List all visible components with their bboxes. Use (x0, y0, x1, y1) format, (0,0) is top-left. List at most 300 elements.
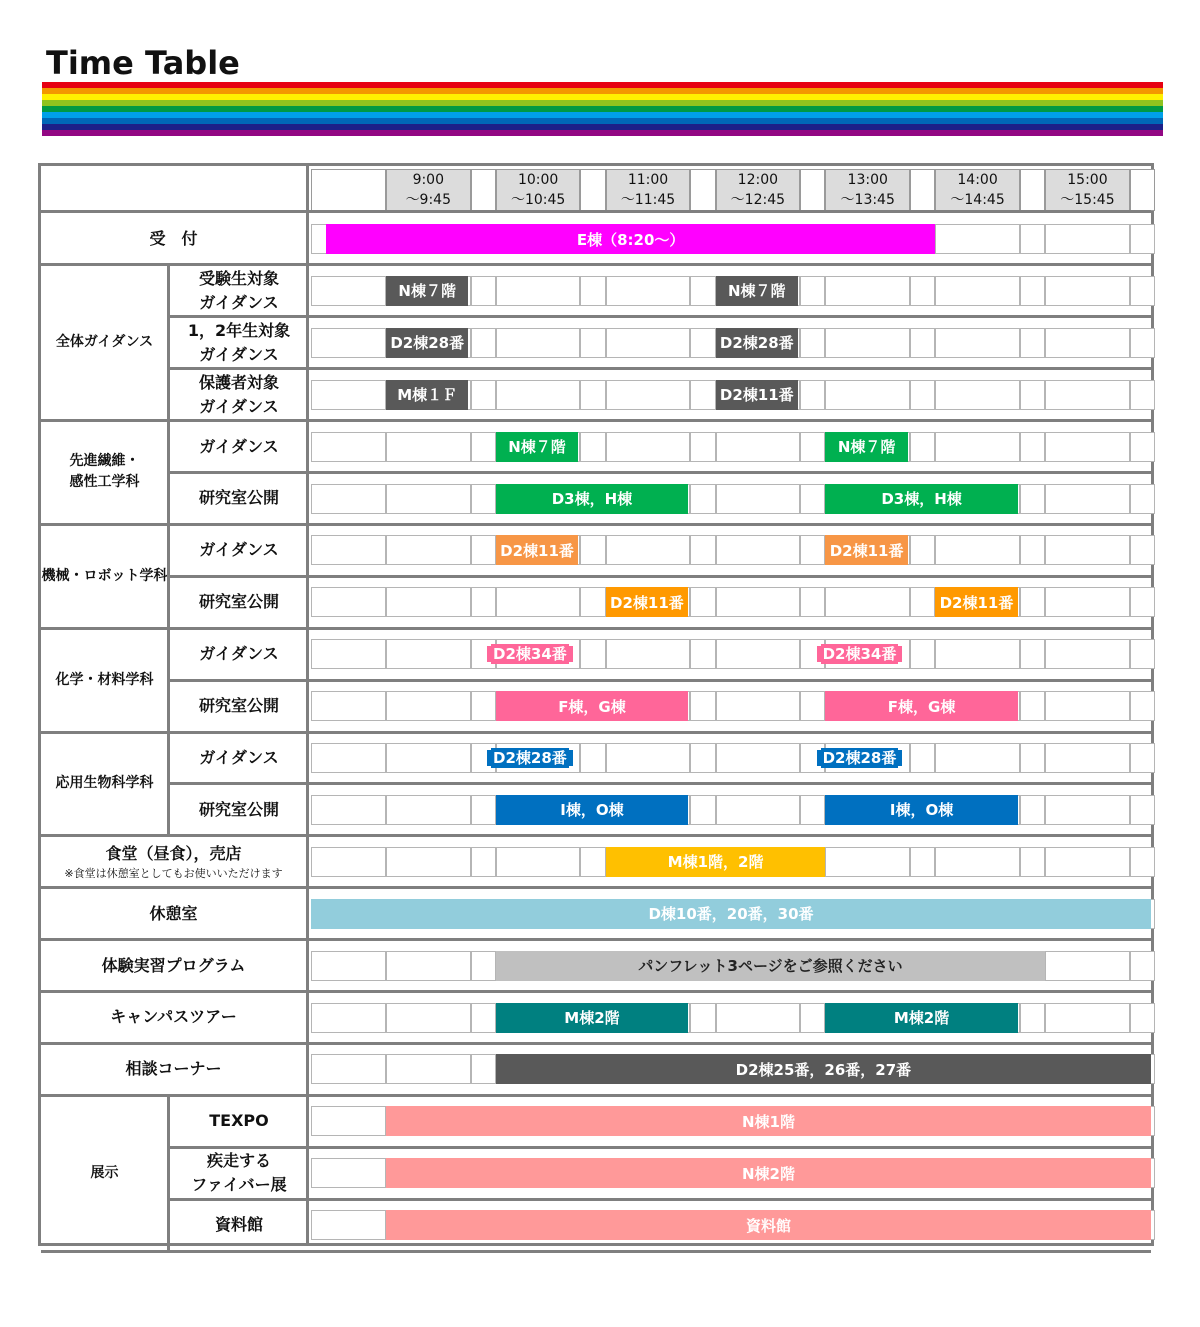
event-label: F棟，G棟 (887, 697, 956, 716)
sub-row-label-text: 資料館 (214, 1215, 263, 1235)
time-cell (311, 1003, 386, 1033)
section-label-text: 化学・材料学科 (55, 671, 154, 688)
time-cell (311, 691, 386, 721)
time-cell (311, 484, 386, 514)
time-cell (386, 1054, 471, 1084)
time-cell (716, 587, 801, 617)
time-cell (1020, 328, 1045, 358)
time-cell (1130, 380, 1155, 410)
sub-row-label-text: ガイダンス (199, 436, 279, 456)
section-label (41, 628, 168, 732)
time-cell (1130, 847, 1155, 877)
sub-row-label (170, 784, 308, 836)
time-cell (311, 1210, 386, 1240)
event-label: 資料館 (745, 1216, 791, 1235)
event-band[interactable] (496, 691, 688, 721)
time-slot-gap (800, 169, 825, 211)
time-cell (1130, 535, 1155, 565)
time-cell (1020, 224, 1045, 254)
event-band[interactable] (716, 380, 798, 410)
time-cell (910, 847, 935, 877)
page-title: Time Table (46, 44, 240, 82)
time-slot-header (386, 169, 471, 211)
event-band[interactable] (817, 750, 903, 766)
time-cell (311, 380, 386, 410)
event-band[interactable] (496, 1003, 688, 1033)
event-band[interactable] (825, 432, 907, 462)
time-slot-gap (1130, 169, 1155, 211)
time-cell (800, 484, 825, 514)
event-label: D2棟28番 (493, 749, 567, 767)
row-divider (168, 782, 1151, 785)
time-cell (690, 639, 715, 669)
section-label (41, 940, 306, 992)
time-cell (690, 380, 715, 410)
time-cell (716, 743, 801, 773)
time-slot-header (935, 169, 1020, 211)
time-cell (606, 276, 691, 306)
time-cell (311, 795, 386, 825)
event-band[interactable] (386, 1106, 1151, 1136)
event-label: D3棟，H棟 (881, 490, 962, 508)
time-cell (1045, 432, 1130, 462)
time-cell (471, 691, 496, 721)
sub-row-label-text: ガイダンス (199, 540, 279, 560)
sub-row-label (170, 628, 308, 680)
time-cell (910, 380, 935, 410)
time-cell (580, 276, 605, 306)
event-band[interactable] (487, 646, 573, 662)
time-cell (716, 639, 801, 669)
time-cell (1045, 1003, 1130, 1033)
sub-row-label (170, 732, 308, 784)
time-cell (580, 743, 605, 773)
event-label: D棟10番，20番，30番 (648, 905, 814, 924)
time-cell (716, 432, 801, 462)
time-cell (935, 276, 1020, 306)
time-cell (580, 639, 605, 669)
sub-row-label-text: 受験生対象 ガイダンス (198, 268, 279, 312)
event-band[interactable] (386, 328, 468, 358)
time-cell (1020, 587, 1045, 617)
time-cell (386, 743, 471, 773)
time-cell (496, 587, 581, 617)
time-cell (471, 484, 496, 514)
time-cell (690, 535, 715, 565)
event-band[interactable] (825, 691, 1017, 721)
time-cell (1020, 795, 1045, 825)
time-slot-gap (910, 169, 935, 211)
event-label: E棟（8:20～） (576, 230, 685, 249)
time-slot-end: ～12:45 (730, 192, 786, 208)
time-cell (935, 639, 1020, 669)
event-label: I棟，O棟 (560, 801, 624, 820)
section-label-text: 受 付 (149, 228, 198, 248)
time-slot-start: 13:00 (847, 172, 888, 188)
time-cell (1130, 691, 1155, 721)
schedule-row (311, 743, 1151, 773)
time-cell (1020, 484, 1045, 514)
time-slot-header (496, 169, 581, 211)
event-band[interactable] (716, 276, 798, 306)
time-cell (825, 847, 910, 877)
time-cell (825, 276, 910, 306)
sub-row-label (170, 680, 308, 732)
sub-row-label-text: 1，2年生対象 ガイダンス (187, 320, 291, 364)
event-band[interactable] (817, 646, 903, 662)
time-cell (800, 691, 825, 721)
rainbow-band (42, 130, 1163, 136)
event-label: N棟７階 (727, 282, 786, 301)
time-cell (910, 328, 935, 358)
sub-row-label (170, 473, 308, 525)
time-slot-gap (690, 169, 715, 211)
time-cell (311, 432, 386, 462)
time-slot-end: ～11:45 (620, 192, 676, 208)
event-label: N棟７階 (398, 282, 456, 301)
section-label (41, 836, 306, 888)
time-cell (800, 328, 825, 358)
time-cell (311, 1158, 386, 1188)
schedule-row (311, 484, 1151, 514)
time-cell (386, 432, 471, 462)
time-cell (910, 276, 935, 306)
event-band[interactable] (825, 484, 1017, 514)
time-cell (800, 380, 825, 410)
time-cell (311, 951, 386, 981)
event-band[interactable] (716, 328, 798, 358)
section-label (41, 524, 168, 628)
event-band[interactable] (311, 899, 1151, 929)
time-cell (580, 380, 605, 410)
time-cell (1020, 847, 1045, 877)
section-note: ※食堂は休憩室としてもお使いいただけます (64, 867, 283, 881)
time-cell (1045, 535, 1130, 565)
time-cell (471, 328, 496, 358)
time-cell (1020, 276, 1045, 306)
time-cell (1045, 224, 1130, 254)
time-cell (1045, 951, 1130, 981)
section-label (41, 1043, 306, 1095)
event-band[interactable] (496, 1054, 1151, 1084)
event-label: F棟，G棟 (558, 697, 626, 716)
sub-row-label (170, 1095, 308, 1147)
section-label (41, 421, 168, 525)
time-cell (935, 328, 1020, 358)
time-cell (716, 484, 801, 514)
time-cell (690, 484, 715, 514)
time-cell (471, 1003, 496, 1033)
event-band[interactable] (386, 1158, 1151, 1188)
time-cell (1130, 432, 1155, 462)
row-divider (168, 575, 1151, 578)
event-band[interactable] (935, 587, 1017, 617)
time-cell (1045, 691, 1130, 721)
time-cell (386, 691, 471, 721)
time-cell (690, 795, 715, 825)
time-cell (606, 743, 691, 773)
event-label: D3棟，H棟 (551, 490, 633, 508)
time-cell (716, 795, 801, 825)
time-slot-start: 12:00 (737, 172, 779, 188)
time-cell (606, 328, 691, 358)
sub-row-label-text: 研究室公開 (198, 488, 279, 508)
schedule-row (311, 639, 1151, 669)
event-band[interactable] (825, 795, 1017, 825)
schedule-row (311, 587, 1151, 617)
time-cell (311, 1054, 386, 1084)
event-band[interactable] (386, 380, 468, 410)
time-cell (471, 587, 496, 617)
time-cell (311, 587, 386, 617)
event-band[interactable] (825, 1003, 1017, 1033)
rainbow-stripe (42, 82, 1163, 130)
time-cell (471, 432, 496, 462)
event-label: N棟７階 (508, 438, 566, 457)
time-cell (471, 951, 496, 981)
time-cell (386, 1003, 471, 1033)
time-cell (471, 276, 496, 306)
schedule-row (311, 795, 1151, 825)
section-label-text: 応用生物科学科 (55, 775, 154, 792)
time-slot-gap (580, 169, 605, 211)
sub-row-label-text: 研究室公開 (198, 696, 279, 716)
sub-row-label (170, 1147, 308, 1199)
section-label (41, 732, 168, 836)
time-cell (800, 432, 825, 462)
time-cell (580, 328, 605, 358)
time-slot-header (825, 169, 910, 211)
section-label (41, 1095, 168, 1251)
time-cell (471, 847, 496, 877)
row-divider (168, 315, 1151, 318)
sub-row-label-text: 研究室公開 (198, 592, 279, 612)
time-cell (1045, 276, 1130, 306)
time-slot-header (716, 169, 801, 211)
time-cell (690, 1003, 715, 1033)
section-label-text: 先進繊維・ 感性工学科 (69, 453, 140, 491)
event-band[interactable] (487, 750, 573, 766)
time-slot-gap (1020, 169, 1045, 211)
sub-row-label (170, 369, 308, 421)
time-cell (1020, 691, 1045, 721)
time-cell (471, 795, 496, 825)
time-cell (311, 1106, 386, 1136)
time-cell (1130, 795, 1155, 825)
event-label: パンフレット3ページをご参照ください (638, 957, 903, 976)
row-divider (168, 1146, 1151, 1149)
sub-row-label-text: TEXPO (209, 1111, 269, 1131)
time-cell (1130, 328, 1155, 358)
time-cell (471, 380, 496, 410)
sub-row-label-text: ガイダンス (199, 747, 279, 767)
section-label (41, 888, 306, 940)
time-cell (1130, 639, 1155, 669)
time-cell (496, 328, 581, 358)
event-label: D2棟11番 (500, 541, 574, 560)
time-cell (800, 587, 825, 617)
sub-row-label (170, 576, 308, 628)
time-cell (690, 743, 715, 773)
time-cell (386, 951, 471, 981)
sub-row-label-text: 研究室公開 (198, 799, 279, 819)
time-cell (311, 743, 386, 773)
time-cell (690, 276, 715, 306)
time-slot-start: 9:00 (412, 172, 445, 188)
section-label (41, 213, 306, 265)
event-label: D2棟34番 (822, 645, 897, 664)
time-cell (1045, 328, 1130, 358)
time-cell (1130, 587, 1155, 617)
time-cell (580, 587, 605, 617)
event-label: I棟，O棟 (889, 801, 954, 820)
sub-row-label (170, 1199, 308, 1251)
time-cell (910, 639, 935, 669)
row-divider (41, 1250, 1151, 1253)
time-cell (1045, 587, 1130, 617)
sub-row-label-text: ガイダンス (199, 644, 279, 664)
time-slot-start: 15:00 (1067, 172, 1108, 188)
time-cell (935, 847, 1020, 877)
event-band[interactable] (496, 951, 1045, 981)
time-cell (496, 380, 581, 410)
time-cell (496, 847, 581, 877)
sub-row-label (170, 317, 308, 369)
time-cell (1045, 380, 1130, 410)
time-cell (716, 691, 801, 721)
row-divider (168, 679, 1151, 682)
event-label: D2棟28番 (719, 334, 794, 353)
time-slot-end: ～15:45 (1060, 192, 1115, 208)
time-cell (1020, 743, 1045, 773)
sub-row-label (170, 265, 308, 317)
event-label: D2棟25番，26番，27番 (735, 1060, 912, 1079)
event-band[interactable] (606, 587, 688, 617)
time-slot-header (1045, 169, 1130, 211)
time-cell (386, 795, 471, 825)
time-slot-end: ～9:45 (405, 192, 452, 208)
section-label-text: 相談コーナー (125, 1059, 222, 1079)
time-cell (311, 639, 386, 669)
section-label-text: 食堂（昼食），売店 (105, 844, 242, 864)
event-band[interactable] (496, 795, 688, 825)
time-cell (1130, 276, 1155, 306)
time-cell (606, 535, 691, 565)
time-cell (935, 743, 1020, 773)
time-cell (1130, 743, 1155, 773)
time-cell (1020, 639, 1045, 669)
time-cell (311, 535, 386, 565)
time-cell (935, 535, 1020, 565)
time-slot-end: ～13:45 (840, 192, 895, 208)
sub-row-label (170, 524, 308, 576)
time-cell (386, 639, 471, 669)
event-label: M棟2階 (564, 1009, 620, 1027)
section-label-text: 体験実習プログラム (101, 955, 246, 975)
time-cell (580, 432, 605, 462)
event-label: D2棟28番 (390, 334, 465, 353)
event-band[interactable] (326, 224, 935, 254)
event-label: D2棟11番 (829, 541, 904, 560)
event-label: D2棟28番 (822, 749, 897, 767)
time-cell (311, 847, 386, 877)
schedule-row (311, 691, 1151, 721)
time-cell (716, 535, 801, 565)
time-cell (800, 535, 825, 565)
time-cell (606, 639, 691, 669)
time-cell (606, 380, 691, 410)
time-cell (1045, 639, 1130, 669)
time-slot-gap (311, 169, 386, 211)
time-cell (1045, 484, 1130, 514)
time-cell (935, 380, 1020, 410)
time-cell (496, 276, 581, 306)
time-cell (1130, 1003, 1155, 1033)
time-cell (690, 691, 715, 721)
event-band[interactable] (496, 432, 578, 462)
time-slot-header (606, 169, 691, 211)
time-cell (471, 535, 496, 565)
section-label-text: 休憩室 (149, 903, 198, 923)
time-cell (386, 587, 471, 617)
time-cell (1045, 847, 1130, 877)
event-band[interactable] (825, 535, 907, 565)
row-divider (168, 471, 1151, 474)
event-band[interactable] (496, 484, 688, 514)
sub-row-label (170, 421, 308, 473)
time-cell (606, 432, 691, 462)
time-cell (800, 276, 825, 306)
time-cell (311, 328, 386, 358)
event-band[interactable] (606, 847, 826, 877)
time-cell (1020, 535, 1045, 565)
time-slot-start: 11:00 (627, 172, 669, 188)
time-cell (311, 276, 386, 306)
time-cell (690, 432, 715, 462)
time-cell (910, 432, 935, 462)
time-cell (386, 847, 471, 877)
sub-row-label-text: 疾走する ファイバー展 (191, 1151, 287, 1195)
time-cell (1130, 484, 1155, 514)
event-label: M棟1階，2階 (667, 853, 764, 872)
event-band[interactable] (386, 1210, 1151, 1240)
time-cell (1020, 1003, 1045, 1033)
time-cell (1130, 951, 1155, 981)
timetable (38, 163, 1154, 1246)
section-label-text: 展示 (90, 1164, 119, 1181)
time-cell (910, 535, 935, 565)
section-label (41, 992, 306, 1044)
event-label: N棟2階 (742, 1164, 795, 1183)
time-slot-end: ～14:45 (950, 192, 1005, 208)
time-cell (386, 484, 471, 514)
time-cell (716, 1003, 801, 1033)
time-cell (825, 380, 910, 410)
event-band[interactable] (496, 535, 578, 565)
schedule-row (311, 432, 1151, 462)
timetable-grid (311, 166, 1151, 1243)
event-band[interactable] (386, 276, 468, 306)
event-label: D2棟11番 (610, 593, 684, 612)
time-slot-start: 14:00 (957, 172, 998, 188)
time-cell (800, 795, 825, 825)
event-label: M棟2階 (893, 1009, 950, 1027)
sub-row-label-text: 保護者対象 ガイダンス (198, 372, 279, 416)
time-cell (1045, 743, 1130, 773)
event-label: D2棟11番 (939, 593, 1014, 612)
row-divider (168, 1198, 1151, 1201)
time-cell (910, 587, 935, 617)
